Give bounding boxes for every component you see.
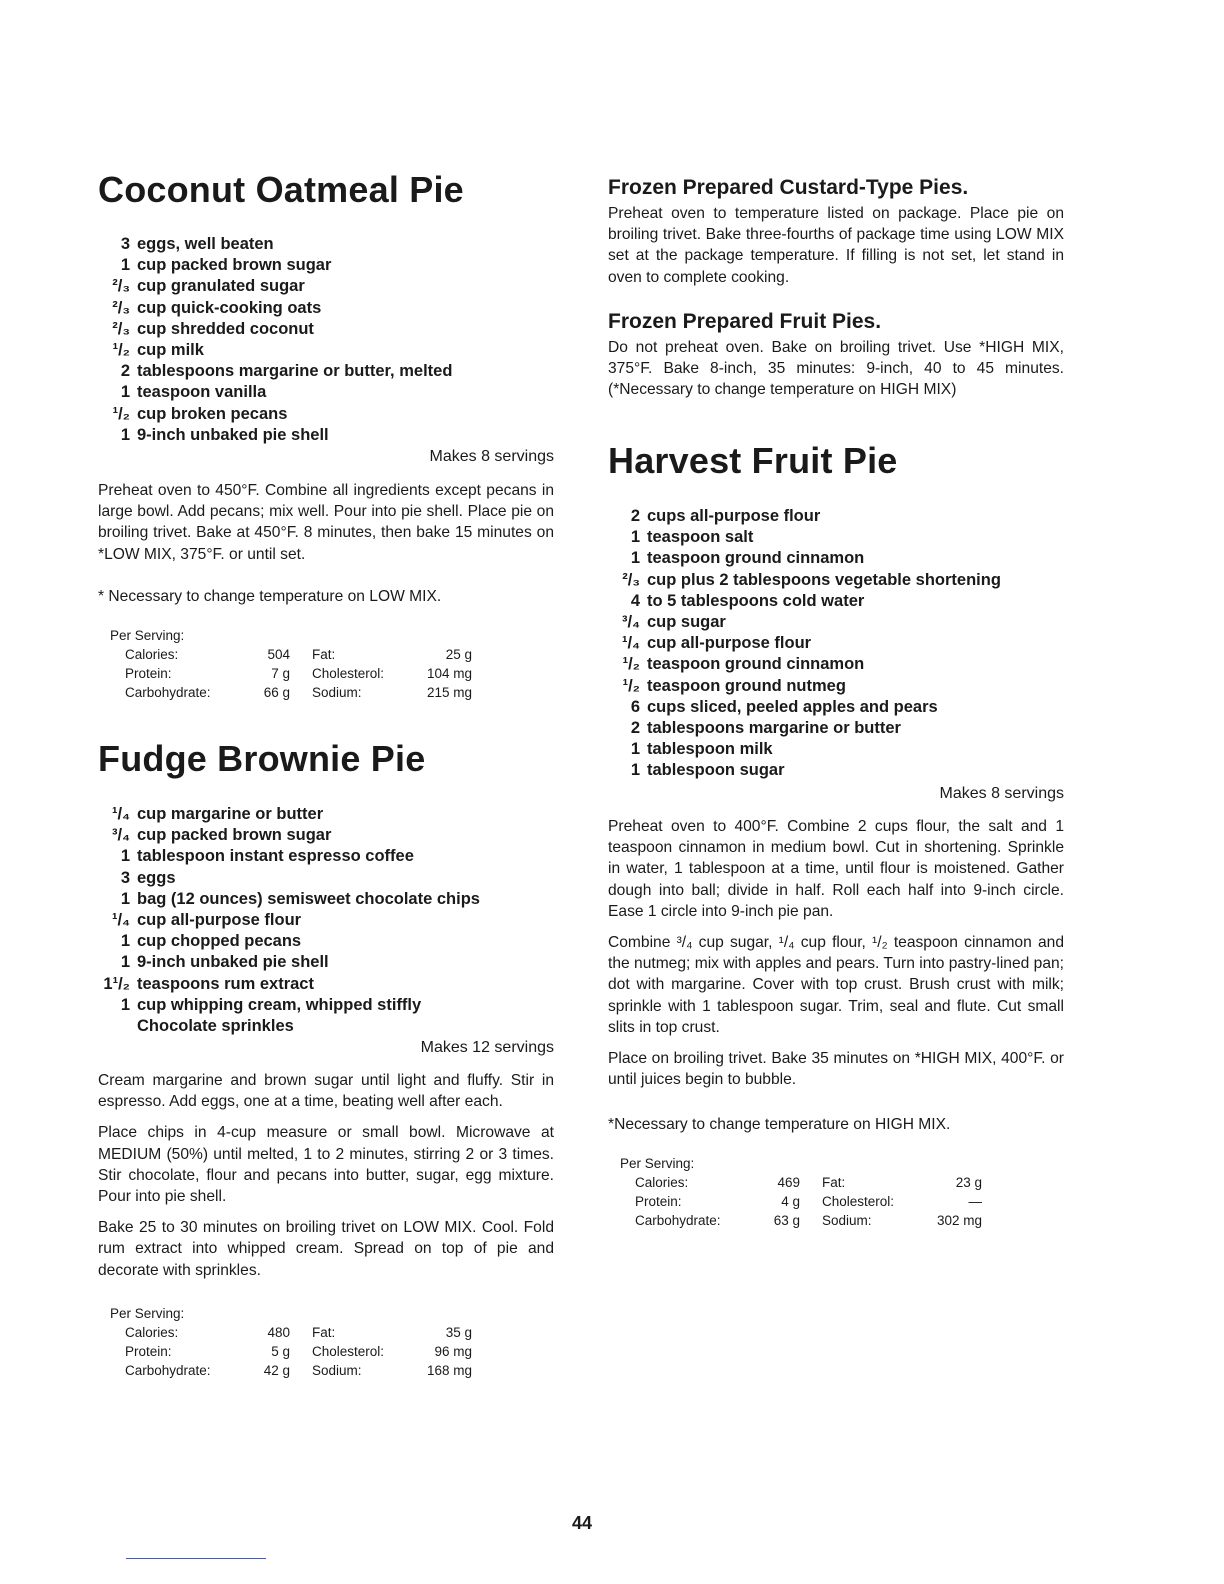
nutrient-value: 7 g [271, 666, 290, 681]
nutrition-row [635, 1211, 982, 1230]
ingredient-text: cup milk [137, 340, 204, 359]
ingredient-text: cup sugar [647, 612, 726, 631]
custard-pies-text: Preheat oven to temperature listed on package. Place pie on broiling trivet. Bake three-fourths of package time using LOW MIX set at the package temperature. If filling is not set, let stand in oven to complete cooking. [608, 205, 1064, 286]
nutrient-value: 42 g [263, 1363, 290, 1378]
ingredient-item [608, 718, 1001, 739]
ingredient-text: cup packed brown sugar [137, 826, 332, 845]
nutrient-label: Carbohydrate: [635, 1213, 721, 1228]
nutrient-value: 480 [267, 1325, 290, 1340]
nutrient-value: 35 g [445, 1325, 472, 1340]
nutrition-row [125, 1361, 472, 1380]
nutrient-label: Fat: [822, 1175, 846, 1190]
ingredient-quantity: 3 [120, 868, 130, 887]
ingredient-item [98, 868, 480, 889]
ingredient-text: tablespoons margarine or butter, melted [137, 362, 453, 381]
nutrient-value: — [968, 1194, 982, 1209]
fruit-pies-text: Do not preheat oven. Bake on broiling trivet. Use *HIGH MIX, 375°F. Bake 8-inch, 35 minutes: 9-inch, 40 to 45 minutes. (*Necessary to change temperature on HIGH MIX) [608, 339, 1064, 399]
ingredient-quantity: 1 [120, 932, 130, 951]
nutrient-value: 66 g [263, 685, 290, 700]
harvest-nutrition [620, 1154, 982, 1230]
ingredient-item [608, 739, 1001, 760]
nutrition-table [635, 1173, 982, 1230]
custard-pies-heading: Frozen Prepared Custard-Type Pies. [608, 176, 969, 199]
nutrition-table [125, 1323, 472, 1380]
ingredient-item [98, 825, 480, 846]
nutrient-label: Sodium: [312, 1363, 362, 1378]
ingredient-quantity: ¹/₄ [112, 910, 130, 929]
ingredient-text: cup all-purpose flour [647, 634, 812, 653]
ingredient-item [98, 846, 480, 867]
ingredient-text: cup broken pecans [137, 404, 288, 423]
coconut-servings: Makes 8 servings [429, 448, 554, 465]
nutrient-label: Calories: [125, 647, 179, 662]
ingredient-quantity: 1 [630, 740, 640, 759]
ingredient-quantity: 1 [120, 889, 130, 908]
ingredient-item [98, 425, 452, 446]
nutrition-row [125, 664, 472, 683]
ingredient-text: teaspoon vanilla [137, 383, 267, 402]
ingredient-quantity: 1 [120, 256, 130, 275]
fudge-servings: Makes 12 servings [420, 1039, 554, 1056]
ingredient-item [608, 697, 1001, 718]
ingredient-text: to 5 tablespoons cold water [647, 591, 865, 610]
ingredient-item [608, 570, 1001, 591]
nutrient-label: Protein: [125, 666, 172, 681]
ingredient-quantity: 1 [120, 425, 130, 444]
ingredient-text: 9-inch unbaked pie shell [137, 425, 329, 444]
ingredient-quantity: 3 [120, 235, 130, 253]
ingredient-quantity: 1 [120, 953, 130, 972]
ingredient-text: cup margarine or butter [137, 805, 324, 823]
nutrition-table [125, 645, 472, 702]
ingredient-item [608, 506, 1001, 527]
nutrient-value: 23 g [955, 1175, 982, 1190]
ingredient-quantity: 2 [630, 718, 640, 737]
ingredient-item [98, 910, 480, 931]
ingredient-item [98, 995, 480, 1016]
ingredient-text: teaspoons rum extract [137, 974, 314, 993]
nutrition-row [125, 1323, 472, 1342]
nutrient-value: 215 mg [426, 685, 472, 700]
ingredient-text: eggs [137, 868, 176, 887]
ingredient-item [98, 276, 452, 297]
coconut-directions [98, 480, 554, 565]
ingredient-item [98, 931, 480, 952]
page-number: 44 [571, 1513, 593, 1533]
nutrient-label: Carbohydrate: [125, 685, 211, 700]
ingredient-item [608, 527, 1001, 548]
nutrient-label: Protein: [125, 1344, 172, 1359]
ingredient-quantity: 4 [630, 591, 640, 610]
ingredient-text: bag (12 ounces) semisweet chocolate chips [137, 889, 480, 908]
ingredient-quantity: ¹/₂ [622, 676, 640, 695]
ingredient-text: cup packed brown sugar [137, 256, 332, 275]
ingredient-quantity: 1 [630, 528, 640, 547]
ingredient-item [98, 255, 452, 276]
ingredient-text: tablespoon sugar [647, 761, 785, 780]
ingredient-item [608, 676, 1001, 697]
harvest-fruit-pie-title: Harvest Fruit Pie [608, 440, 898, 481]
fruit-pies-heading: Frozen Prepared Fruit Pies. [608, 310, 882, 333]
nutrient-value: 63 g [773, 1213, 800, 1228]
ingredient-quantity: ³/₄ [112, 826, 130, 845]
harvest-footnote: *Necessary to change temperature on HIGH MIX. [608, 1116, 951, 1133]
ingredient-text: cup granulated sugar [137, 277, 305, 296]
ingredient-item [98, 804, 480, 825]
nutrient-value: 4 g [781, 1194, 800, 1209]
ingredient-text: teaspoon ground cinnamon [647, 549, 865, 568]
ingredient-item [98, 298, 452, 319]
harvest-directions [608, 816, 1064, 1090]
direction-paragraph: Place chips in 4-cup measure or small bowl. Microwave at MEDIUM (50%) until melted, 1 to 2 minutes, stirring 2 or 3 times. Stir chocolate, flour and pecans into butter, sugar, egg mixture. Pour into pie shell. [98, 1124, 554, 1206]
nutrient-value: 504 [267, 647, 290, 662]
per-serving-heading: Per Serving: [620, 1156, 695, 1171]
footer-rule [126, 1558, 266, 1559]
nutrient-label: Calories: [635, 1175, 689, 1190]
per-serving-heading: Per Serving: [110, 628, 185, 643]
ingredient-quantity: 6 [630, 697, 640, 716]
nutrient-value: 96 mg [434, 1344, 472, 1359]
direction-paragraph: Preheat oven to 450°F. Combine all ingredients except pecans in large bowl. Add pecans; mix well. Pour into pie shell. Place pie on broiling trivet. Bake at 450°F. 8 minutes, then bake 15 minutes on *LOW MIX, 375°F. or until set. [98, 482, 554, 563]
ingredient-item [98, 889, 480, 910]
fudge-ingredient-list [98, 804, 480, 1037]
nutrient-label: Sodium: [312, 685, 362, 700]
ingredient-quantity: 1 [120, 383, 130, 402]
direction-paragraph: Bake 25 to 30 minutes on broiling trivet on LOW MIX. Cool. Fold rum extract into whipped cream. Spread on top of pie and decorate with sprinkles. [98, 1219, 554, 1279]
ingredient-text: cup chopped pecans [137, 932, 302, 951]
nutrition-row [125, 683, 472, 702]
ingredient-quantity: 1¹/₂ [103, 974, 130, 993]
ingredient-quantity: ²/₃ [112, 319, 130, 338]
ingredient-quantity: ¹/₂ [112, 340, 130, 359]
ingredient-text: cup shredded coconut [137, 319, 314, 338]
ingredient-text: cups all-purpose flour [647, 507, 821, 525]
ingredient-quantity: ³/₄ [622, 612, 640, 631]
direction-paragraph: Place on broiling trivet. Bake 35 minutes on *HIGH MIX, 400°F. or until juices begin to bubble. [608, 1050, 1064, 1089]
nutrient-label: Cholesterol: [822, 1194, 895, 1209]
ingredient-text: Chocolate sprinkles [137, 1016, 294, 1035]
ingredient-item [98, 340, 452, 361]
ingredient-text: teaspoon ground nutmeg [647, 676, 846, 695]
direction-paragraph: Cream margarine and brown sugar until light and fluffy. Stir in espresso. Add eggs, one at a time, beating well after each. [98, 1072, 554, 1111]
ingredient-text: tablespoon instant espresso coffee [137, 847, 414, 866]
nutrient-label: Fat: [312, 1325, 336, 1340]
nutrient-value: 5 g [271, 1344, 290, 1359]
nutrient-value: 25 g [445, 647, 472, 662]
ingredient-item [98, 382, 452, 403]
nutrient-label: Fat: [312, 647, 336, 662]
ingredient-quantity: 2 [630, 507, 640, 525]
ingredient-text: cup all-purpose flour [137, 910, 302, 929]
ingredient-quantity: 1 [120, 847, 130, 866]
ingredient-text: cup plus 2 tablespoons vegetable shortening [647, 570, 1001, 589]
ingredient-item [98, 404, 452, 425]
nutrient-label: Carbohydrate: [125, 1363, 211, 1378]
ingredient-quantity: 1 [630, 549, 640, 568]
ingredient-text: eggs, well beaten [137, 235, 274, 253]
ingredient-text: cup whipping cream, whipped stiffly [137, 995, 422, 1014]
nutrient-label: Calories: [125, 1325, 179, 1340]
nutrition-row [125, 1342, 472, 1361]
coconut-oatmeal-pie-title: Coconut Oatmeal Pie [98, 169, 464, 210]
ingredient-quantity: ¹/₄ [622, 634, 640, 653]
per-serving-heading: Per Serving: [110, 1306, 185, 1321]
ingredient-quantity: ¹/₂ [112, 404, 130, 423]
ingredient-item [98, 361, 452, 382]
nutrient-value: 104 mg [426, 666, 472, 681]
nutrient-value: 302 mg [936, 1213, 982, 1228]
direction-paragraph: Combine ³/₄ cup sugar, ¹/₄ cup flour, ¹/₂ teaspoon cinnamon and the nutmeg; mix with apples and pears. Turn into pastry-lined pan; dot with margarine. Cover with top crust. Brush crust with milk; sprinkle with 1 tablespoon sugar. Trim, seal and flute. Cut small slits in top crust. [608, 934, 1064, 1036]
ingredient-text: teaspoon salt [647, 528, 754, 547]
ingredient-quantity: 1 [630, 761, 640, 780]
fudge-directions [98, 1070, 554, 1281]
ingredient-item [98, 234, 452, 255]
ingredient-text: 9-inch unbaked pie shell [137, 953, 329, 972]
nutrient-value: 469 [777, 1175, 800, 1190]
ingredient-item [608, 612, 1001, 633]
nutrient-label: Protein: [635, 1194, 682, 1209]
fudge-brownie-pie-title: Fudge Brownie Pie [98, 738, 426, 779]
harvest-servings: Makes 8 servings [939, 785, 1064, 802]
coconut-ingredient-list [98, 234, 452, 446]
ingredient-text: tablespoon milk [647, 740, 773, 759]
nutrient-label: Sodium: [822, 1213, 872, 1228]
ingredient-text: tablespoons margarine or butter [647, 718, 901, 737]
nutrient-value: 168 mg [426, 1363, 472, 1378]
ingredient-item [608, 548, 1001, 569]
ingredient-quantity: 2 [120, 362, 130, 381]
ingredient-item [98, 952, 480, 973]
nutrition-row [635, 1173, 982, 1192]
ingredient-text: cup quick-cooking oats [137, 298, 322, 317]
ingredient-quantity: ²/₃ [112, 298, 130, 317]
harvest-ingredient-list [608, 506, 1001, 781]
ingredient-text: teaspoon ground cinnamon [647, 655, 865, 674]
ingredient-item [608, 654, 1001, 675]
ingredient-item [98, 974, 480, 995]
ingredient-quantity: ¹/₂ [622, 655, 640, 674]
ingredient-item [608, 760, 1001, 781]
ingredient-item [608, 633, 1001, 654]
ingredient-item [98, 319, 452, 340]
ingredient-quantity: 1 [120, 995, 130, 1014]
nutrition-row [125, 645, 472, 664]
coconut-footnote: * Necessary to change temperature on LOW MIX. [98, 588, 442, 605]
ingredient-quantity: ¹/₄ [112, 805, 130, 823]
nutrient-label: Cholesterol: [312, 666, 385, 681]
ingredient-quantity: ²/₃ [622, 570, 640, 589]
nutrition-row [635, 1192, 982, 1211]
ingredient-text: cups sliced, peeled apples and pears [647, 697, 938, 716]
nutrient-label: Cholesterol: [312, 1344, 385, 1359]
ingredient-item [98, 1016, 480, 1037]
ingredient-item [608, 591, 1001, 612]
coconut-nutrition [110, 626, 472, 702]
direction-paragraph: Preheat oven to 400°F. Combine 2 cups flour, the salt and 1 teaspoon cinnamon in medium bowl. Cut in shortening. Sprinkle in water, 1 tablespoon at a time, until flour is moistened. Gather dough into ball; divide in half. Roll each half into 9-inch circle. Ease 1 circle into 9-inch pie pan. [608, 818, 1064, 920]
ingredient-quantity: ²/₃ [112, 277, 130, 296]
fudge-nutrition [110, 1304, 472, 1380]
